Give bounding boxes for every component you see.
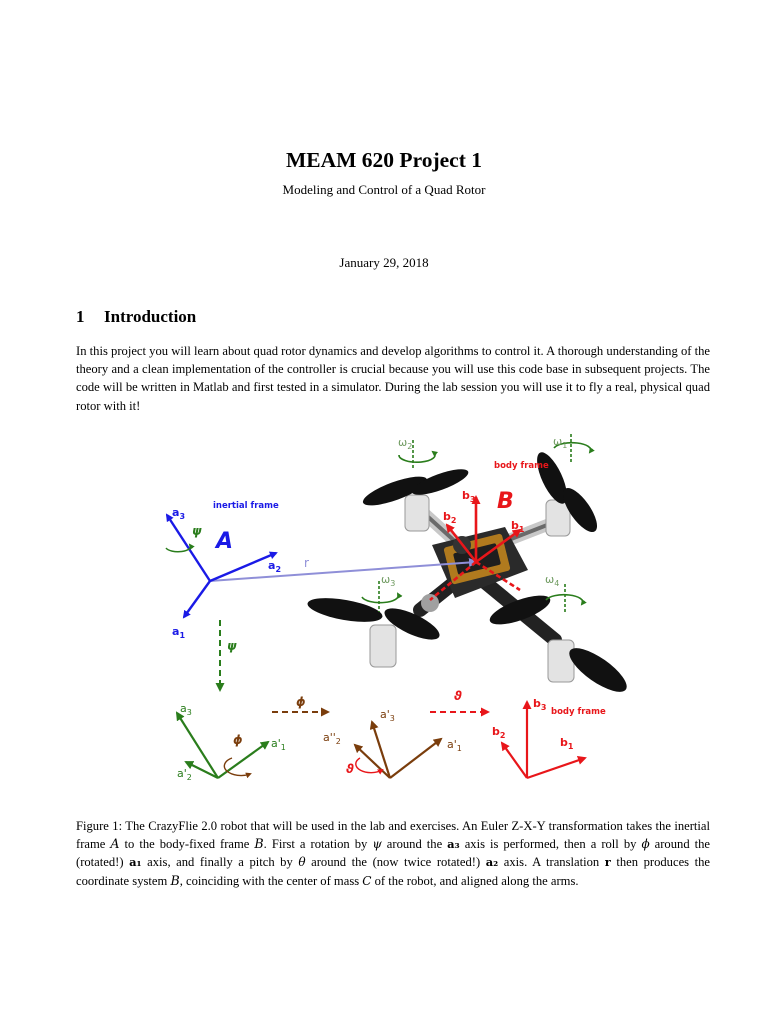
a1-label: $a_1$: [172, 625, 186, 640]
b1-final-label: $b_1$: [560, 736, 574, 751]
inertial-frame-symbol: A: [216, 529, 234, 554]
caption-text: of the robot, and aligned along the arms.: [371, 873, 579, 888]
caption-frame-a: A: [110, 836, 120, 852]
theta-transition-label: ϑ: [454, 689, 462, 703]
omega1-label: $\omega_1$: [553, 435, 568, 450]
caption-a3: a₃: [447, 837, 460, 852]
caption-text: axis. A translation: [498, 855, 605, 870]
a3-bottom-label: $a_3$: [180, 702, 192, 717]
body-frame-label-final: body frame: [551, 707, 606, 717]
omega3-label: $\omega_3$: [381, 573, 396, 588]
a2-label: $a_2$: [268, 559, 282, 574]
a1-prime-mid-label: $a'_1$: [447, 738, 462, 753]
phi-label-small: ϕ: [233, 733, 243, 747]
caption-text: axis is performed, then a roll by: [459, 837, 642, 852]
a3-prime-label: $a'_3$: [380, 708, 395, 723]
caption-a1: a₁: [129, 855, 142, 870]
b2-final-label: $b_2$: [492, 725, 506, 740]
caption-text: to the body-fixed frame: [119, 837, 255, 852]
b2-label: $b_2$: [443, 510, 457, 525]
caption-text: around the (rotated!): [76, 837, 711, 870]
caption-c: C: [362, 873, 372, 888]
caption-text: . First a rotation by: [263, 837, 373, 852]
caption-text: then produces the coordinate system: [76, 855, 710, 888]
theta-label-small: ϑ: [346, 762, 354, 776]
crazyflie-drone-illustration: [306, 448, 633, 699]
caption-text: around the: [381, 837, 448, 852]
intro-paragraph: In this project you will learn about quad rotor dynamics and develop algorithms to control it. A thorough understanding of the theory and a clean implementation of the controller is crucial because you will use this code base in subsequent projects. The code will be written in Matlab and first tested in a simulator. During the lab session you will use it to fly a real, physical quad rotor with it!: [76, 344, 710, 413]
body-frame-symbol: B: [497, 489, 514, 514]
paper-title: MEAM 620 Project 1: [285, 148, 483, 172]
caption-text: around the (now twice rotated!): [305, 855, 486, 870]
r-label: r: [304, 556, 309, 570]
inertial-frame-label: inertial frame: [213, 501, 279, 511]
phi-rotation-arrow: [224, 758, 250, 776]
b3-label: $b_3$: [462, 489, 476, 504]
psi-label-top: ψ: [192, 524, 202, 538]
frame-after-psi: [177, 713, 268, 778]
a1-prime-label: $a'_1$: [271, 737, 286, 752]
omega4-label: $\omega_4$: [545, 573, 560, 588]
a2-dprime-label: $a''_2$: [323, 731, 341, 746]
caption-text: Figure 1: The CrazyFlie 2.0 robot that will be used in the lab and exercises. An Euler Z-X-Y transformation takes the inertial frame: [76, 819, 710, 852]
phi-transition-label: ϕ: [296, 695, 306, 709]
caption-r: r: [604, 855, 611, 870]
b3-final-label: $b_3$: [533, 697, 547, 712]
caption-psi: ψ: [372, 837, 382, 852]
caption-text: , coinciding with the center of mass: [179, 873, 363, 888]
a3-label: $a_3$: [172, 506, 186, 521]
a2-prime-label: $a'_2$: [177, 767, 192, 782]
figure-caption: [76, 817, 710, 890]
caption-frame-b: B: [170, 872, 180, 888]
b1-label: $b_1$: [511, 519, 525, 534]
caption-theta: θ: [298, 855, 306, 870]
caption-phi: ϕ: [641, 837, 650, 852]
paper-subtitle: Modeling and Control of a Quad Rotor: [282, 182, 486, 197]
section-number: 1: [76, 307, 85, 326]
caption-text: axis, and finally a pitch by: [141, 855, 299, 870]
psi-transition-label: ψ: [227, 639, 237, 653]
caption-frame-b: B: [254, 836, 264, 852]
caption-a2: a₂: [485, 855, 499, 870]
paper-date: January 29, 2018: [339, 255, 429, 270]
body-frame-label-top: body frame: [494, 461, 549, 471]
section-title: Introduction: [104, 307, 197, 326]
omega2-label: $\omega_2$: [398, 436, 413, 451]
frame-after-phi: [355, 722, 441, 778]
